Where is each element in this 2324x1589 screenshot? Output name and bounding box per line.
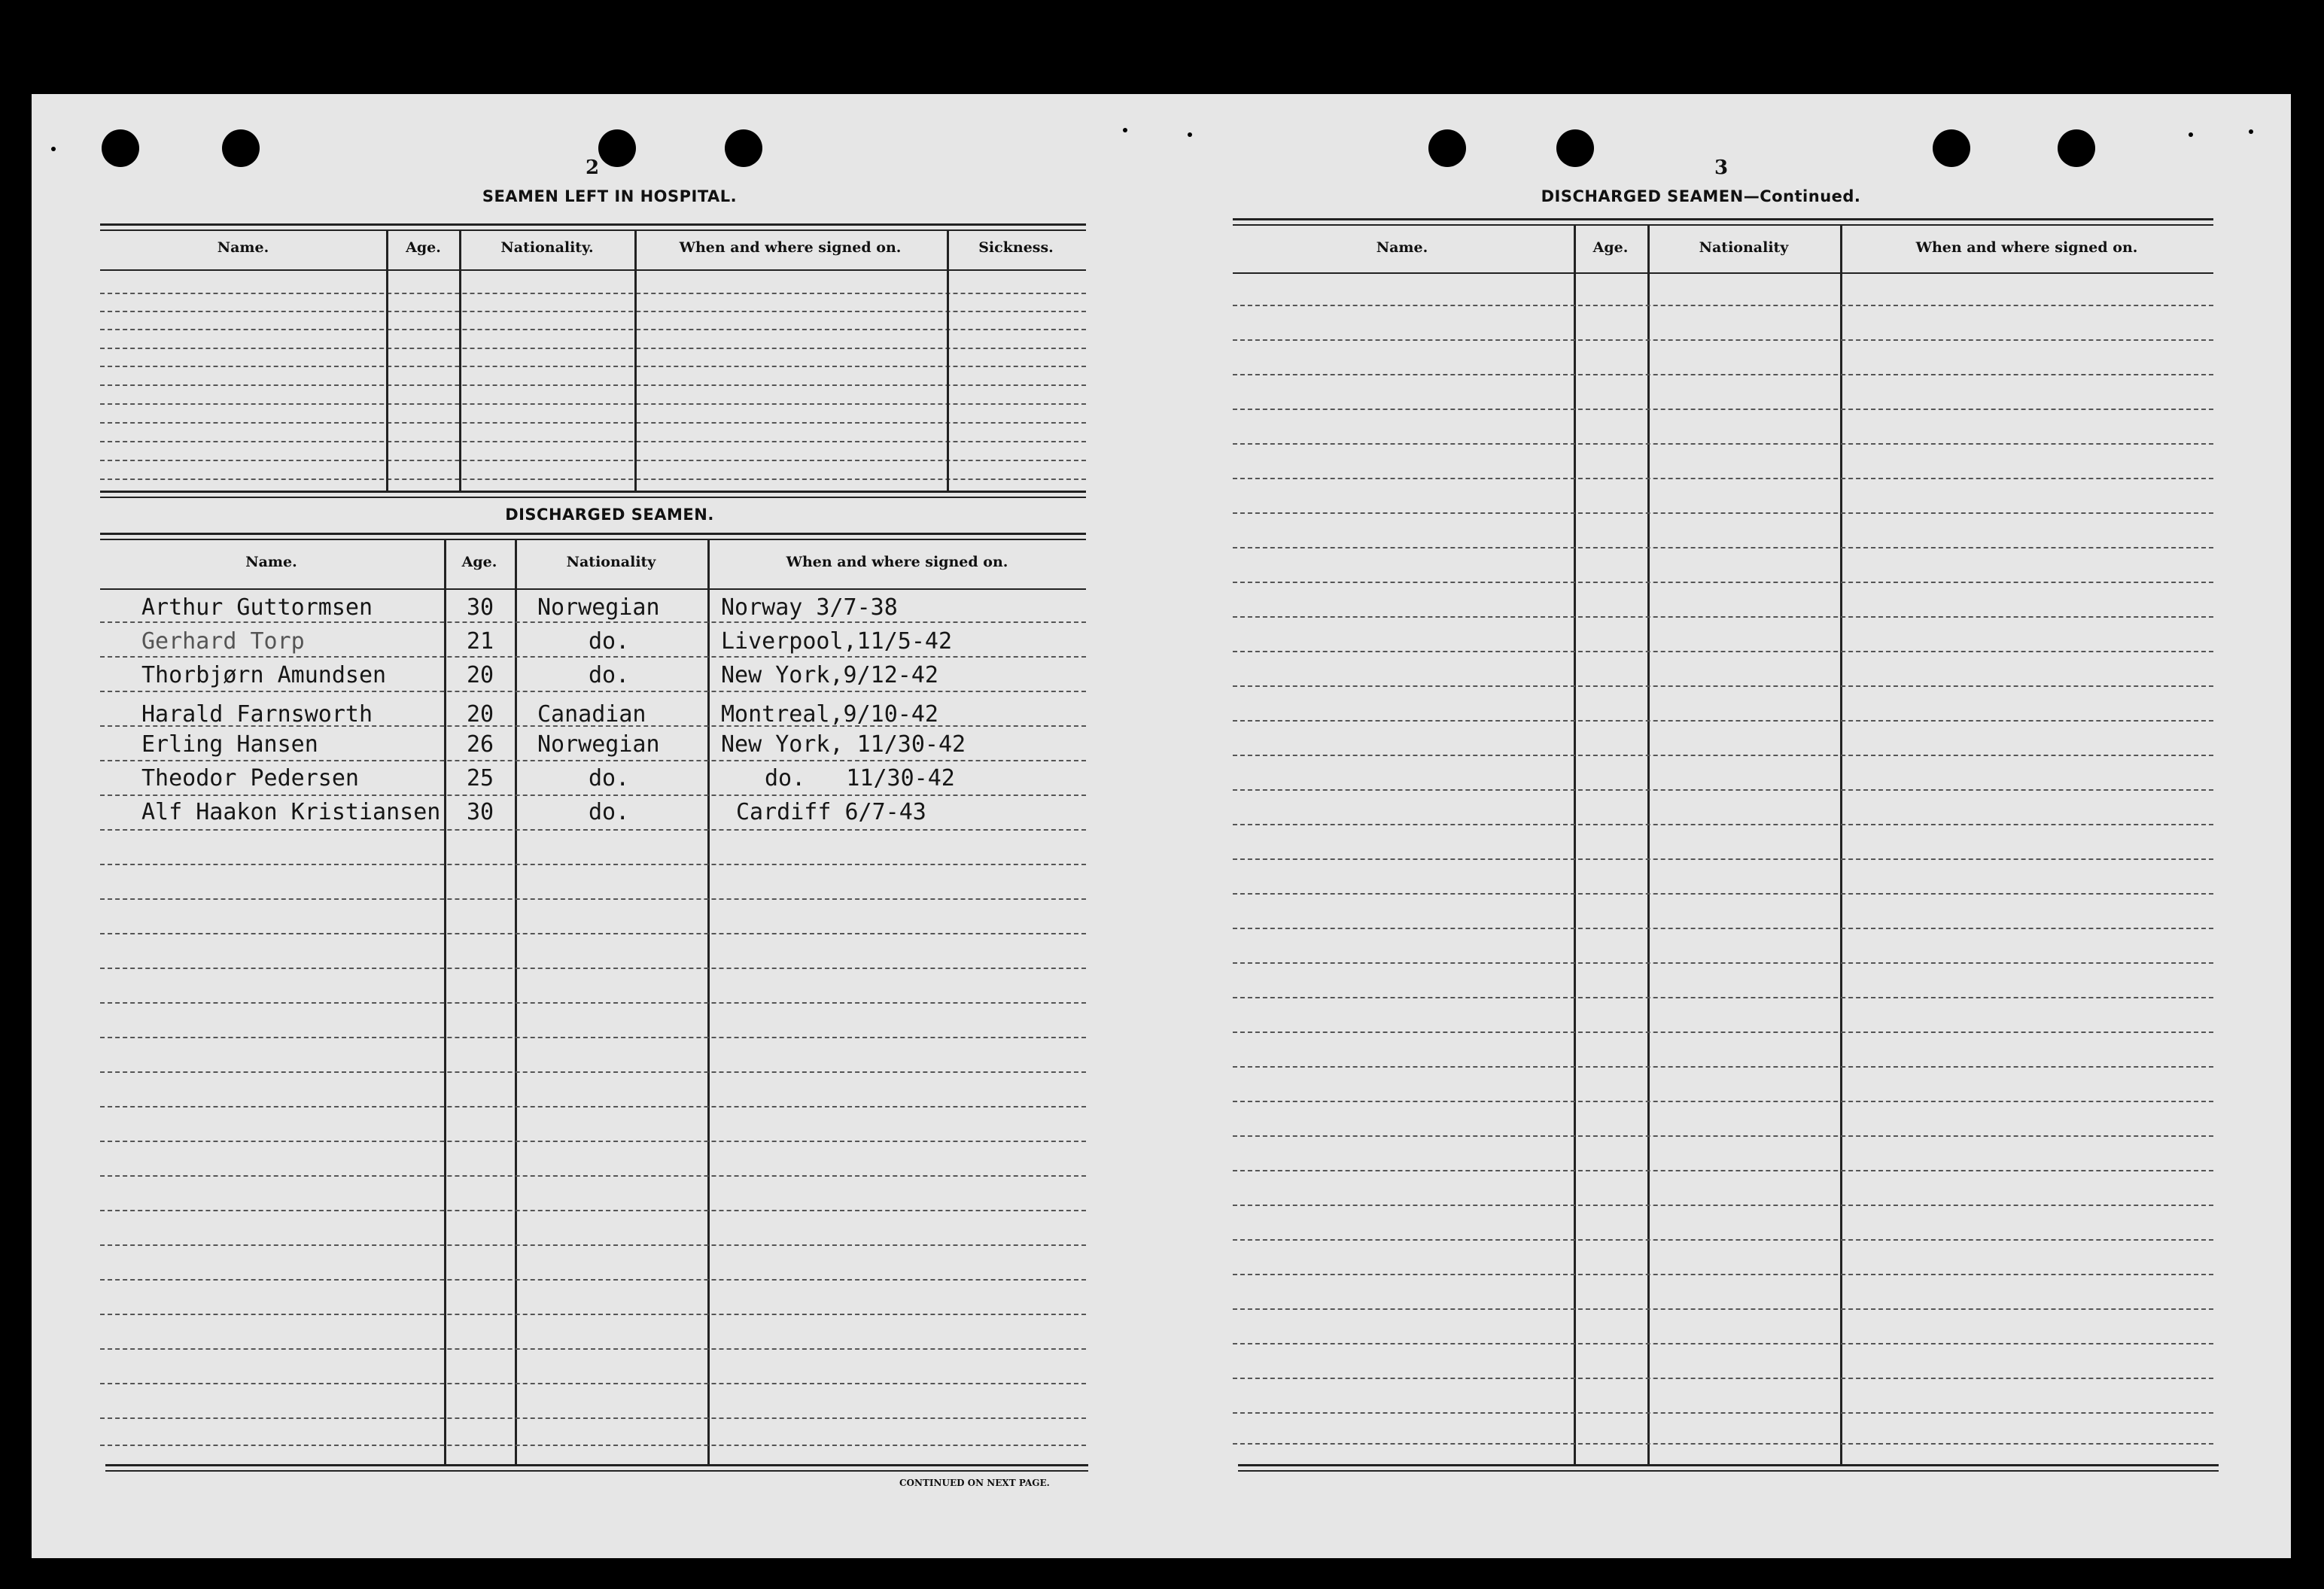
rule <box>1233 272 2213 274</box>
seaman-name: Theodor Pedersen <box>141 765 359 791</box>
column-divider <box>386 229 388 491</box>
dotted-rule <box>1233 685 2213 687</box>
dotted-rule <box>100 1445 1086 1446</box>
dotted-rule <box>100 460 1086 461</box>
dotted-rule <box>1233 720 2213 722</box>
dotted-rule <box>1233 1308 2213 1310</box>
rule <box>100 497 1086 498</box>
dotted-rule <box>1233 1378 2213 1379</box>
discharged-col-name: Name. <box>245 554 297 570</box>
discharged-col-signed-on: When and where signed on. <box>786 554 1008 570</box>
column-divider <box>444 539 446 1464</box>
dotted-rule <box>1233 443 2213 445</box>
hospital-col-signed-on: When and where signed on. <box>679 239 902 256</box>
dotted-rule <box>100 864 1086 865</box>
dotted-rule <box>100 441 1086 442</box>
punch-hole <box>1556 129 1594 167</box>
dotted-rule <box>100 1002 1086 1004</box>
dotted-rule <box>1233 478 2213 479</box>
dotted-rule <box>1233 1443 2213 1445</box>
discharged-col-nationality: Nationality <box>566 554 656 570</box>
discharged-col-age: Age. <box>461 554 497 570</box>
seaman-name: Harald Farnsworth <box>141 701 373 728</box>
column-divider <box>515 539 517 1464</box>
dotted-rule <box>1233 997 2213 998</box>
hospital-col-name: Name. <box>217 239 269 256</box>
column-divider <box>459 229 461 491</box>
dotted-rule <box>100 621 1086 623</box>
dotted-rule <box>100 1417 1086 1419</box>
rule <box>100 229 1086 231</box>
dotted-rule <box>100 1106 1086 1107</box>
rule <box>1233 224 2213 226</box>
seaman-name: Alf Haakon Kristiansen <box>141 799 441 825</box>
dotted-rule <box>1233 616 2213 618</box>
seaman-age: 20 <box>467 701 494 728</box>
dotted-rule <box>1233 374 2213 375</box>
punch-hole <box>2058 129 2095 167</box>
right-col-age: Age. <box>1592 239 1629 256</box>
dotted-rule <box>100 656 1086 658</box>
dotted-rule <box>1233 824 2213 825</box>
column-divider <box>1840 224 1842 1466</box>
hospital-col-nationality: Nationality. <box>500 239 594 256</box>
seaman-age: 30 <box>467 594 494 621</box>
dotted-rule <box>1233 1101 2213 1102</box>
dotted-rule <box>100 1175 1086 1177</box>
dotted-rule <box>100 1244 1086 1246</box>
dotted-rule <box>1233 789 2213 791</box>
dotted-rule <box>1233 1205 2213 1206</box>
seaman-name: Gerhard Torp <box>141 628 305 655</box>
dotted-rule <box>1233 305 2213 306</box>
dotted-rule <box>1233 858 2213 860</box>
seaman-signed-on: Liverpool,11/5-42 <box>721 628 953 655</box>
dotted-rule <box>100 1348 1086 1350</box>
dotted-rule <box>100 403 1086 405</box>
continued-note: CONTINUED ON NEXT PAGE. <box>899 1478 1050 1488</box>
dotted-rule <box>1233 893 2213 895</box>
column-divider <box>1574 224 1576 1466</box>
seaman-age: 21 <box>467 628 494 655</box>
punch-hole <box>102 129 139 167</box>
seaman-nationality: Norwegian <box>537 594 660 621</box>
right-col-signed-on: When and where signed on. <box>1915 239 2138 256</box>
speck <box>2189 132 2193 137</box>
dotted-rule <box>1233 512 2213 514</box>
dotted-rule <box>1233 1412 2213 1414</box>
punch-hole <box>222 129 260 167</box>
dotted-rule <box>100 1210 1086 1211</box>
dotted-rule <box>100 829 1086 831</box>
seaman-signed-on: Montreal,9/10-42 <box>721 701 938 728</box>
hospital-section-title: SEAMEN LEFT IN HOSPITAL. <box>482 187 738 205</box>
rule <box>1238 1464 2219 1466</box>
dotted-rule <box>100 1071 1086 1073</box>
seaman-name: Erling Hansen <box>141 731 318 758</box>
rule <box>100 223 1086 226</box>
dotted-rule <box>1233 928 2213 929</box>
right-col-name: Name. <box>1376 239 1428 256</box>
dotted-rule <box>1233 1274 2213 1275</box>
seaman-age: 30 <box>467 799 494 825</box>
rule <box>100 269 1086 271</box>
dotted-rule <box>1233 1170 2213 1171</box>
seaman-signed-on: Norway 3/7-38 <box>721 594 898 621</box>
dotted-rule <box>100 479 1086 480</box>
rule <box>105 1464 1088 1466</box>
dotted-rule <box>1233 1135 2213 1137</box>
dotted-rule <box>100 311 1086 312</box>
column-divider <box>707 539 710 1464</box>
seaman-nationality: do. <box>589 765 630 791</box>
right-page-number: 3 <box>1714 156 1729 179</box>
dotted-rule <box>1233 962 2213 964</box>
dotted-rule <box>1233 582 2213 583</box>
dotted-rule <box>1233 1239 2213 1241</box>
seaman-age: 25 <box>467 765 494 791</box>
seaman-age: 26 <box>467 731 494 758</box>
dotted-rule <box>1233 1066 2213 1068</box>
seaman-nationality: Canadian <box>537 701 646 728</box>
hospital-col-sickness: Sickness. <box>978 239 1054 256</box>
seaman-signed-on: Cardiff 6/7-43 <box>736 799 926 825</box>
seaman-nationality: Norwegian <box>537 731 660 758</box>
dotted-rule <box>100 366 1086 367</box>
dotted-rule <box>100 794 1086 796</box>
dotted-rule <box>1233 409 2213 410</box>
dotted-rule <box>1233 339 2213 341</box>
rule <box>100 491 1086 493</box>
dotted-rule <box>100 933 1086 934</box>
rule <box>1238 1470 2219 1472</box>
seaman-signed-on: do. 11/30-42 <box>765 765 955 791</box>
dotted-rule <box>100 968 1086 969</box>
rule <box>105 1470 1088 1472</box>
seaman-name: Arthur Guttormsen <box>141 594 373 621</box>
column-divider <box>947 229 949 491</box>
dotted-rule <box>100 329 1086 330</box>
punch-hole <box>1933 129 1970 167</box>
punch-hole <box>1428 129 1466 167</box>
right-col-nationality: Nationality <box>1699 239 1789 256</box>
document-paper <box>32 94 2291 1558</box>
right-section-title: DISCHARGED SEAMEN—Continued. <box>1541 187 1861 205</box>
seaman-signed-on: New York,9/12-42 <box>721 662 938 688</box>
dotted-rule <box>1233 1343 2213 1344</box>
dotted-rule <box>1233 755 2213 756</box>
punch-hole <box>725 129 762 167</box>
rule <box>100 588 1086 590</box>
dotted-rule <box>100 293 1086 294</box>
punch-hole <box>598 129 636 167</box>
dotted-rule <box>100 1279 1086 1281</box>
dotted-rule <box>100 1314 1086 1315</box>
rule <box>100 533 1086 535</box>
dotted-rule <box>1233 547 2213 548</box>
speck <box>1188 132 1192 137</box>
dotted-rule <box>100 1383 1086 1384</box>
seaman-name: Thorbjørn Amundsen <box>141 662 387 688</box>
dotted-rule <box>100 1141 1086 1142</box>
seaman-age: 20 <box>467 662 494 688</box>
speck <box>2249 129 2253 134</box>
seaman-nationality: do. <box>589 799 630 825</box>
seaman-signed-on: New York, 11/30-42 <box>721 731 966 758</box>
seaman-nationality: do. <box>589 628 630 655</box>
discharged-section-title: DISCHARGED SEAMEN. <box>505 506 714 524</box>
dotted-rule <box>100 898 1086 900</box>
column-divider <box>634 229 637 491</box>
speck <box>51 147 56 151</box>
hospital-col-age: Age. <box>406 239 441 256</box>
dotted-rule <box>100 348 1086 349</box>
dotted-rule <box>1233 1031 2213 1033</box>
dotted-rule <box>100 691 1086 692</box>
dotted-rule <box>100 422 1086 424</box>
left-page-number: 2 <box>586 156 600 179</box>
seaman-nationality: do. <box>589 662 630 688</box>
dotted-rule <box>1233 651 2213 652</box>
dotted-rule <box>100 760 1086 761</box>
speck <box>1123 128 1127 132</box>
dotted-rule <box>100 1037 1086 1038</box>
dotted-rule <box>100 384 1086 386</box>
column-divider <box>1647 224 1650 1466</box>
rule <box>1233 218 2213 220</box>
rule <box>100 539 1086 540</box>
